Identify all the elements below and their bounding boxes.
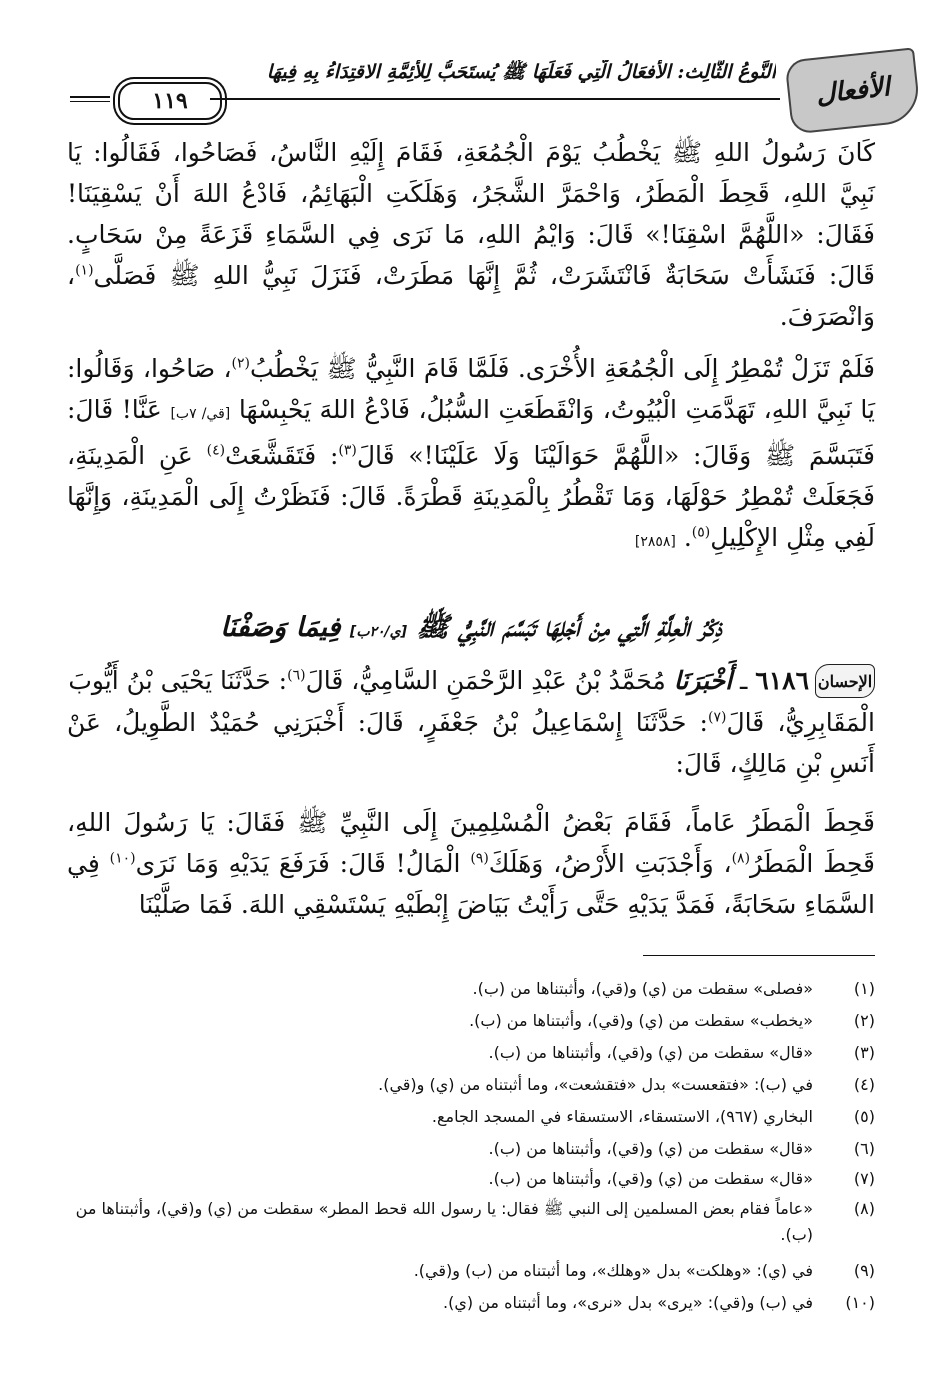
- page-number: ١١٩: [118, 82, 222, 120]
- footnote-number: (٦): [853, 1139, 875, 1158]
- section-heading: [81, 610, 861, 650]
- paragraph-2-text-e: عَنِ الْمَدِينَةِ، فَجَعَلَتْ تُمْطِرُ حَوْلَهَا، وَمَا تَقْطُرُ بِالْمَدِينَةِ قَطْرَةً. قَالَ: فَنَظَرْتُ إِلَى الْمَدِينَةِ، وَإِنَّهَا لَفِي مِثْلِ الإِكْلِيلِ: [67, 441, 875, 552]
- hadith-first-line: ٦١٨٦ ـ أَخْبَرَنَا مُحَمَّدُ بْنُ عَبْدِ الرَّحْمَنِ السَّامِيُّ، قَالَ$^{(٦)}$: حَدَّثَنَا يَحْيَى بْنُ أَيُّوبَ: [68, 666, 809, 695]
- header-rule-left-2: [70, 101, 110, 102]
- hadith-number: ٦١٨٦: [755, 666, 809, 695]
- footnote-ref-6[interactable]: (٦): [287, 667, 306, 684]
- footnote-10: [67, 1290, 875, 1316]
- footnote-ref-4[interactable]: (٤): [206, 442, 226, 459]
- isnad-continued: [67, 702, 875, 784]
- footnote-text: «قال» سقطت من (ي) و(قي)، وأثبتناها من (ب).: [488, 1169, 813, 1188]
- paragraph-3-text-d: فِي السَّمَاءِ سَحَابَةً، فَمَدَّ يَدَيْهِ حَتَّى رَأَيْتُ بَيَاضَ إِبْطَيْهِ يَسْتَسْقِي اللهَ. فَمَا صَلَّيْنَا: [67, 849, 875, 919]
- footnote-2: [67, 1008, 875, 1034]
- paragraph-2-text-d: : فَتَقَشَّعَتْ: [225, 441, 339, 470]
- paragraph-3-text-b: ، وَأَجْدَبَتِ الأَرْضُ، وَهَلَكَ: [488, 849, 732, 878]
- footnote-7: [67, 1166, 875, 1192]
- footnote-text: البخاري (٩٦٧)، الاستسقاء، الاستسقاء في المسجد الجامع.: [431, 1107, 813, 1126]
- footnote-8: [67, 1196, 875, 1248]
- footnote-4: [67, 1072, 875, 1098]
- hadith-intro: أَخْبَرَنَا: [673, 666, 733, 695]
- chapter-tab-label: الأفعال: [814, 72, 892, 110]
- footnote-text: في (ب) و(قي): «يرى» بدل «نرى»، وما أثبتناه من (ي).: [443, 1293, 813, 1312]
- manuscript-ref: [قي/ ٧ب]: [170, 406, 231, 422]
- section-heading-ref: [ي/٢٠ب]: [349, 624, 408, 640]
- isnad-line-1b: : حَدَّثَنَا يَحْيَى بْنُ أَيُّوبَ: [68, 666, 288, 695]
- page-header: [28, 52, 918, 120]
- footnote-text: «يخطب» سقطت من (ي) و(قي)، وأثبتناها من (ب).: [469, 1011, 813, 1030]
- chapter-tab: [784, 47, 921, 134]
- footnote-number: (٨): [853, 1199, 875, 1218]
- footnote-ref-5[interactable]: (٥): [691, 524, 711, 541]
- footnote-number: (١٠): [845, 1293, 875, 1312]
- footnote-number: (٤): [853, 1075, 875, 1094]
- section-heading-text-b: فِيمَا وَصَفْنَا: [220, 612, 341, 643]
- footnote-ref-2[interactable]: (٢): [231, 355, 250, 372]
- paragraph-1: [67, 132, 875, 337]
- paragraph-2-text-c: عَنَّا! قَالَ: فَتَبَسَّمَ ﷺ وَقَالَ: «اللَّهُمَّ حَوَالَيْنَا وَلَا عَلَيْنَا!» قَالَ: [67, 395, 876, 470]
- header-rule: [210, 98, 780, 100]
- footnote-3: [67, 1040, 875, 1066]
- footnote-number: (٧): [853, 1169, 875, 1188]
- ihsan-badge: الإحسان: [815, 664, 875, 698]
- section-heading-text-a: ذِكْرُ الْعِلَّةِ الَّتِي مِنْ أَجْلِهَا تَبَسَّمَ النَّبِيُّ ﷺ: [416, 612, 722, 643]
- paragraph-3: [67, 802, 875, 925]
- isnad-line-1: مُحَمَّدُ بْنُ عَبْدِ الرَّحْمَنِ السَّامِيُّ، قَالَ: [305, 666, 666, 695]
- footnote-ref-7[interactable]: (٧): [707, 709, 727, 726]
- paragraph-1-text: كَانَ رَسُولُ اللهِ ﷺ يَخْطُبُ يَوْمَ الْجُمُعَةِ، فَقَامَ إِلَيْهِ النَّاسُ، فَصَاحُوا، فَقَالُوا: يَا نَبِيَّ اللهِ، قَحِطَ الْمَطَرُ، وَاحْمَرَّ الشَّجَرُ، وَهَلَكَتِ الْبَهَائِمُ، فَادْعُ اللهَ أَنْ يَسْقِيَنَا! فَقَالَ: «اللَّهُمَّ اسْقِنَا!» قَالَ: وَايْمُ اللهِ، مَا نَرَى فِي السَّمَاءِ قَزَعَةً مِنْ سَحَابٍ. قَالَ: فَنَشَأَتْ سَحَابَةٌ فَانْتَشَرَتْ، ثُمَّ إِنَّهَا مَطَرَتْ، فَنَزَلَ نَبِيُّ اللهِ ﷺ فَصَلَّى: [67, 138, 875, 290]
- footnote-text: «عاماً فقام بعض المسلمين إلى النبي ﷺ فقال: يا رسول الله قحط المطر» سقطت من (ي) و(قي)، وأثبتناها من (ب).: [75, 1199, 813, 1244]
- isnad-line-3: مَالِكٍ، قَالَ:: [675, 749, 788, 778]
- footnote-text: «قال» سقطت من (ي) و(قي)، وأثبتناها من (ب).: [488, 1139, 813, 1158]
- footnote-ref-9[interactable]: (٩): [470, 850, 489, 867]
- footnote-text: «فصلى» سقطت من (ي) و(قي)، وأثبتناها من (ب).: [472, 979, 813, 998]
- paragraph-3-text-c: الْمَالُ! قَالَ: فَرَفَعَ يَدَيْهِ وَمَا نَرَى: [135, 849, 461, 878]
- footnote-5: [67, 1104, 875, 1130]
- footnote-ref-3[interactable]: (٣): [338, 442, 357, 459]
- isnad-line-2: الْمَقَابِرِيُّ، قَالَ: [726, 708, 875, 737]
- footnote-text: في (ب): «فتقعست» بدل «فتقشعت»، وما أثبتناه من (ي) و(قي).: [378, 1075, 813, 1094]
- footnote-number: (١): [853, 979, 875, 998]
- footnote-1: [67, 976, 875, 1002]
- running-title: النَّوعُ الثَّالِث: الأفعَالُ الَّتِي فَعَلَهَا ﷺ يُستَحَبُّ لِلأئِمَّةِ الاقتِدَاءُ بِهِ فِيهَا: [266, 61, 776, 83]
- isnad-line-2b: : حَدَّثَنَا إِسْمَاعِيلُ بْنُ جَعْفَرٍ، قَالَ: أَخْبَرَنِي حُمَيْدٌ الطَّوِيلُ، عَنْ أَنَسِ بْنِ: [67, 708, 875, 778]
- footnote-separator: [643, 955, 875, 956]
- hadith-cross-ref: [٢٨٥٨]: [634, 534, 676, 550]
- footnote-number: (٥): [853, 1107, 875, 1126]
- footnote-ref-8[interactable]: (٨): [731, 850, 751, 867]
- footnote-9: [67, 1258, 875, 1284]
- footnote-text: «قال» سقطت من (ي) و(قي)، وأثبتناها من (ب).: [488, 1043, 813, 1062]
- paragraph-1-end: ، وَانْصَرَفَ.: [67, 261, 875, 331]
- header-rule-left: [70, 96, 110, 98]
- paragraph-2-text-b: ، صَاحُوا، وَقَالُوا: يَا نَبِيَّ اللهِ، تَهَدَّمَتِ الْبُيُوتُ، وَانْقَطَعَتِ السُّبُلُ، فَادْعُ اللهَ يَحْبِسْهَا: [67, 354, 875, 424]
- footnote-number: (٢): [853, 1011, 875, 1030]
- footnote-number: (٩): [853, 1261, 875, 1280]
- footnote-ref-1[interactable]: (١): [75, 262, 94, 279]
- hadith-entry-line: [67, 660, 875, 702]
- paragraph-2-text-a: فَلَمْ تَزَلْ تُمْطِرُ إِلَى الْجُمُعَةِ الأُخْرَى. فَلَمَّا قَامَ النَّبِيُّ ﷺ يَخْطُبُ: [249, 354, 875, 383]
- footnote-number: (٣): [853, 1043, 875, 1062]
- paragraph-2: [67, 348, 875, 563]
- footnote-text: في (ي): «وهلكت» بدل «وهلك»، وما أثبتناه من (ب) و(قي).: [413, 1261, 813, 1280]
- paragraph-2-end: .: [683, 523, 692, 552]
- paragraph-3-text: قَحِطَ الْمَطَرُ عَاماً، فَقَامَ بَعْضُ الْمُسْلِمِينَ إِلَى النَّبِيِّ ﷺ فَقَالَ: يَا رَسُولَ اللهِ، قَحِطَ الْمَطَرُ: [67, 808, 875, 878]
- footnote-6: [67, 1136, 875, 1162]
- footnote-ref-10[interactable]: (١٠): [109, 850, 136, 867]
